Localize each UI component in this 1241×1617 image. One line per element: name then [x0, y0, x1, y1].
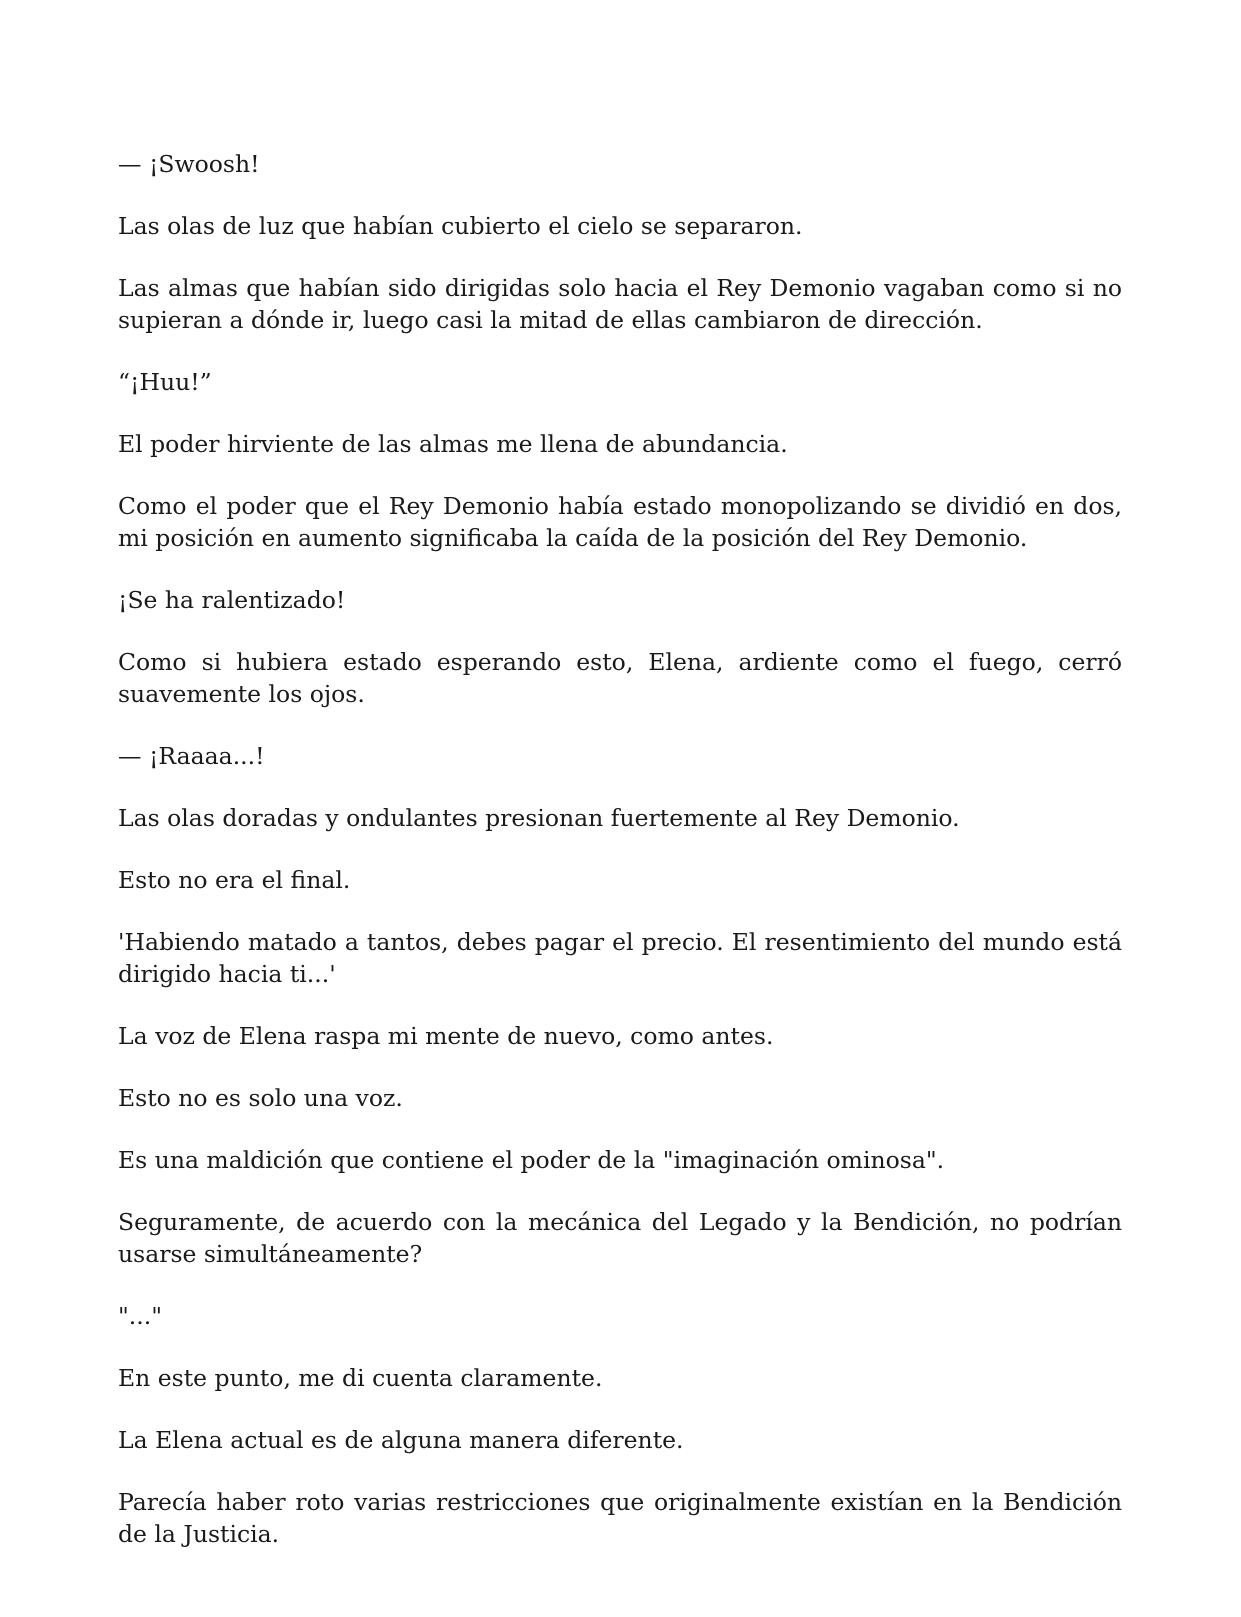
paragraph: Las almas que habían sido dirigidas solo hacia el Rey Demonio vagaban como si no supieran a dónde ir, luego casi la mitad de ellas cambiaron de dirección.	[118, 274, 1122, 334]
paragraph: Esto no es solo una voz.	[118, 1084, 403, 1112]
paragraph: Es una maldición que contiene el poder de la "imaginación ominosa".	[118, 1146, 945, 1174]
paragraph: Como el poder que el Rey Demonio había estado monopolizando se dividió en dos, mi posición en aumento significaba la caída de la posición del Rey Demonio.	[118, 492, 1122, 552]
paragraph: La voz de Elena raspa mi mente de nuevo, como antes.	[118, 1022, 774, 1050]
paragraph: El poder hirviente de las almas me llena de abundancia.	[118, 430, 788, 458]
paragraph: Seguramente, de acuerdo con la mecánica del Legado y la Bendición, no podrían usarse simultáneamente?	[118, 1208, 1122, 1268]
paragraph: — ¡Raaaa...!	[118, 742, 265, 770]
paragraph: En este punto, me di cuenta claramente.	[118, 1364, 603, 1392]
paragraph: Parecía haber roto varias restricciones que originalmente existían en la Bendición de la Justicia.	[118, 1488, 1122, 1548]
paragraph: La Elena actual es de alguna manera diferente.	[118, 1426, 684, 1454]
paragraph: — ¡Swoosh!	[118, 150, 260, 178]
document-page	[118, 148, 1122, 1580]
paragraph: Las olas de luz que habían cubierto el cielo se separaron.	[118, 212, 803, 240]
paragraph: Esto no era el final.	[118, 866, 351, 894]
paragraph: Como si hubiera estado esperando esto, Elena, ardiente como el fuego, cerró suavemente los ojos.	[118, 648, 1122, 708]
paragraph: 'Habiendo matado a tantos, debes pagar el precio. El resentimiento del mundo está dirigido hacia ti...'	[118, 928, 1122, 988]
paragraph: “¡Huu!”	[118, 368, 212, 396]
paragraph: ¡Se ha ralentizado!	[118, 586, 346, 614]
paragraph: Las olas doradas y ondulantes presionan fuertemente al Rey Demonio.	[118, 804, 960, 832]
paragraph: "..."	[118, 1302, 163, 1330]
